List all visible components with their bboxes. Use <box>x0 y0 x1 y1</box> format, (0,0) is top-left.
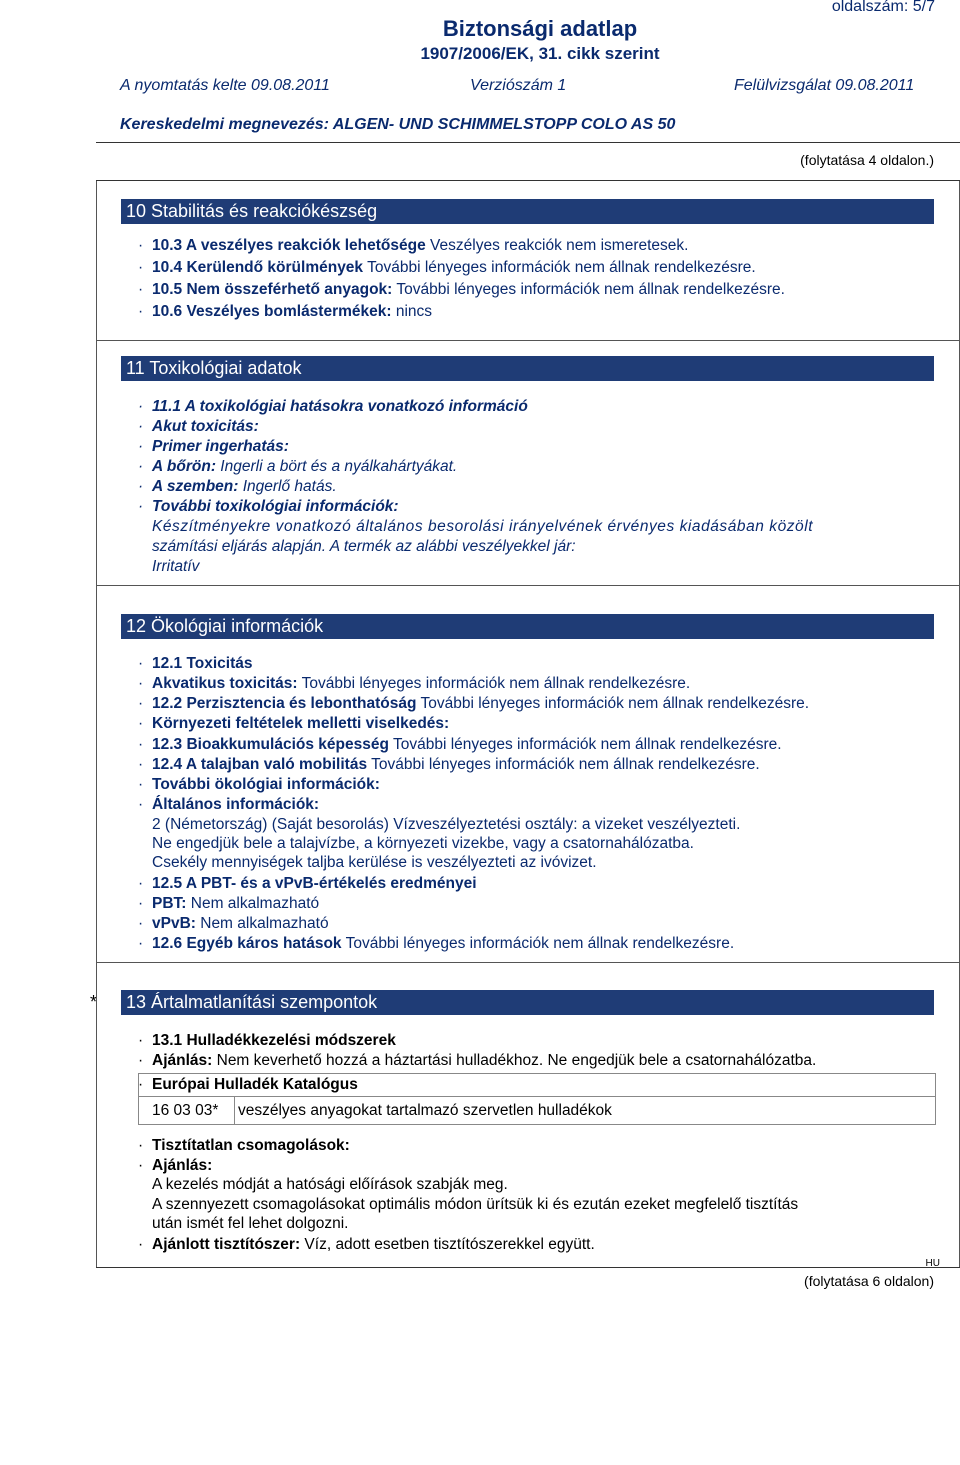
s13-recommendation-2: · Ajánlás: <box>138 1157 213 1174</box>
s10-incompatible: · 10.5 Nem összeférhető anyagok: További lényeges információk nem állnak rendelkezésre. <box>138 281 785 298</box>
s12-text-3: Csekély mennyiségek taljba kerülése is veszélyezteti az ivóvizet. <box>152 854 597 871</box>
s12-other: · 12.6 Egyéb káros hatások További lényeges információk nem állnak rendelkezésre. <box>138 935 735 952</box>
s10-conditions: · 10.4 Kerülendő körülmények További lényeges információk nem állnak rendelkezésre. <box>138 259 756 276</box>
s12-persistence: · 12.2 Perzisztencia és lebonthatóság További lényeges információk nem állnak rendelkezésre. <box>138 695 810 712</box>
section-10-title: 10 Stabilitás és reakciókészség <box>121 199 934 224</box>
continued-from: (folytatása 4 oldalon.) <box>800 152 934 168</box>
s11-primary: · Primer ingerhatás: <box>138 438 289 455</box>
s13-text-2: A szennyezett csomagolásokat optimális módon ürítsük ki és ezután ezeket megfelelő tisztítás <box>152 1196 799 1213</box>
s12-text-1: 2 (Németország) (Saját besorolás) Vízveszélyeztetési osztály: a vizeket veszélyezteti. <box>152 816 741 833</box>
s12-further: · További ökológiai információk: <box>138 776 380 793</box>
language-code: HU <box>925 1258 940 1269</box>
s12-general: · Általános információk: <box>138 796 320 813</box>
s11-acute: · Akut toxicitás: <box>138 418 259 435</box>
waste-catalogue-title: · Európai Hulladék Katalógus <box>138 1076 358 1093</box>
s12-text-2: Ne engedjük bele a talajvízbe, a környezeti vizekbe, vagy a csatornahálózatba. <box>152 835 694 852</box>
s12-aquatic: · Akvatikus toxicitás: További lényeges információk nem állnak rendelkezésre. <box>138 675 691 692</box>
trade-name: Kereskedelmi megnevezés: ALGEN- UND SCHIMMELSTOPP COLO AS 50 <box>120 116 676 133</box>
s13-recommendation: · Ajánlás: Nem keverhető hozzá a háztartási hulladékhoz. Ne engedjük bele a csatornahálózatba. <box>138 1052 817 1069</box>
document-subtitle: 1907/2006/EK, 31. cikk szerint <box>420 44 660 63</box>
s13-methods: · 13.1 Hulladékkezelési módszerek <box>138 1032 396 1049</box>
s12-pbt-results: · 12.5 A PBT- és a vPvB-értékelés eredményei <box>138 875 477 892</box>
document-title: Biztonsági adatlap <box>442 16 638 41</box>
change-marker: * <box>90 992 98 1012</box>
section-13-title: 13 Ártalmatlanítási szempontok <box>121 990 934 1015</box>
s11-info: · 11.1 A toxikológiai hatásokra vonatkozó információ <box>138 398 528 415</box>
s12-behaviour: · Környezeti feltételek melletti viselkedés: <box>138 715 450 732</box>
page-number: oldalszám: 5/7 <box>831 0 935 15</box>
s11-text-1: Készítményekre vonatkozó általános besorolási irányelvének érvényes kiadásában közölt <box>152 518 814 535</box>
s10-decomposition: · 10.6 Veszélyes bomlástermékek: nincs <box>138 303 433 320</box>
review-date: Felülvizsgálat 09.08.2011 <box>734 77 915 94</box>
s13-cleaner: · Ajánlott tisztítószer: Víz, adott esetben tisztítószerekkel együtt. <box>138 1236 595 1253</box>
s13-packaging: · Tisztítatlan csomagolások: <box>138 1137 350 1154</box>
s12-mobility: · 12.4 A talajban való mobilitás További lényeges információk nem állnak rendelkezésre. <box>138 756 760 773</box>
s13-text-1: A kezelés módját a hatósági előírások szabják meg. <box>152 1176 508 1193</box>
s11-irritant: Irritatív <box>152 558 200 575</box>
s11-eye: · A szemben: Ingerlő hatás. <box>138 478 337 495</box>
waste-code: 16 03 03* <box>152 1102 219 1119</box>
section-10-rule <box>96 180 960 181</box>
s11-text-2: számítási eljárás alapján. A termék az alábbi veszélyekkel jár: <box>152 538 576 555</box>
s12-bioaccumulation: · 12.3 Bioakkumulációs képesség További lényeges információk nem állnak rendelkezésre. <box>138 736 782 753</box>
version: Verziószám 1 <box>470 77 567 94</box>
s12-pbt: · PBT: Nem alkalmazható <box>138 895 320 912</box>
section-11-title: 11 Toxikológiai adatok <box>121 356 934 381</box>
continued-to: (folytatása 6 oldalon) <box>804 1273 934 1289</box>
s11-skin: · A bőrön: Ingerli a bört és a nyálkahártyákat. <box>138 458 458 475</box>
s12-vpvb: · vPvB: Nem alkalmazható <box>138 915 329 932</box>
waste-description: veszélyes anyagokat tartalmazó szervetlen hulladékok <box>238 1102 612 1119</box>
footer-rule <box>96 1267 960 1268</box>
s11-further: · További toxikológiai információk: <box>138 498 399 515</box>
s12-toxicity: · 12.1 Toxicitás <box>138 655 253 672</box>
section-12-title: 12 Ökológiai információk <box>121 614 934 639</box>
s10-reactions: · 10.3 A veszélyes reakciók lehetősége Veszélyes reakciók nem ismeretesek. <box>138 237 689 254</box>
print-date: A nyomtatás kelte 09.08.2011 <box>120 77 330 94</box>
header-rule <box>96 142 960 143</box>
s13-text-3: után ismét fel lehet dolgozni. <box>152 1215 349 1232</box>
